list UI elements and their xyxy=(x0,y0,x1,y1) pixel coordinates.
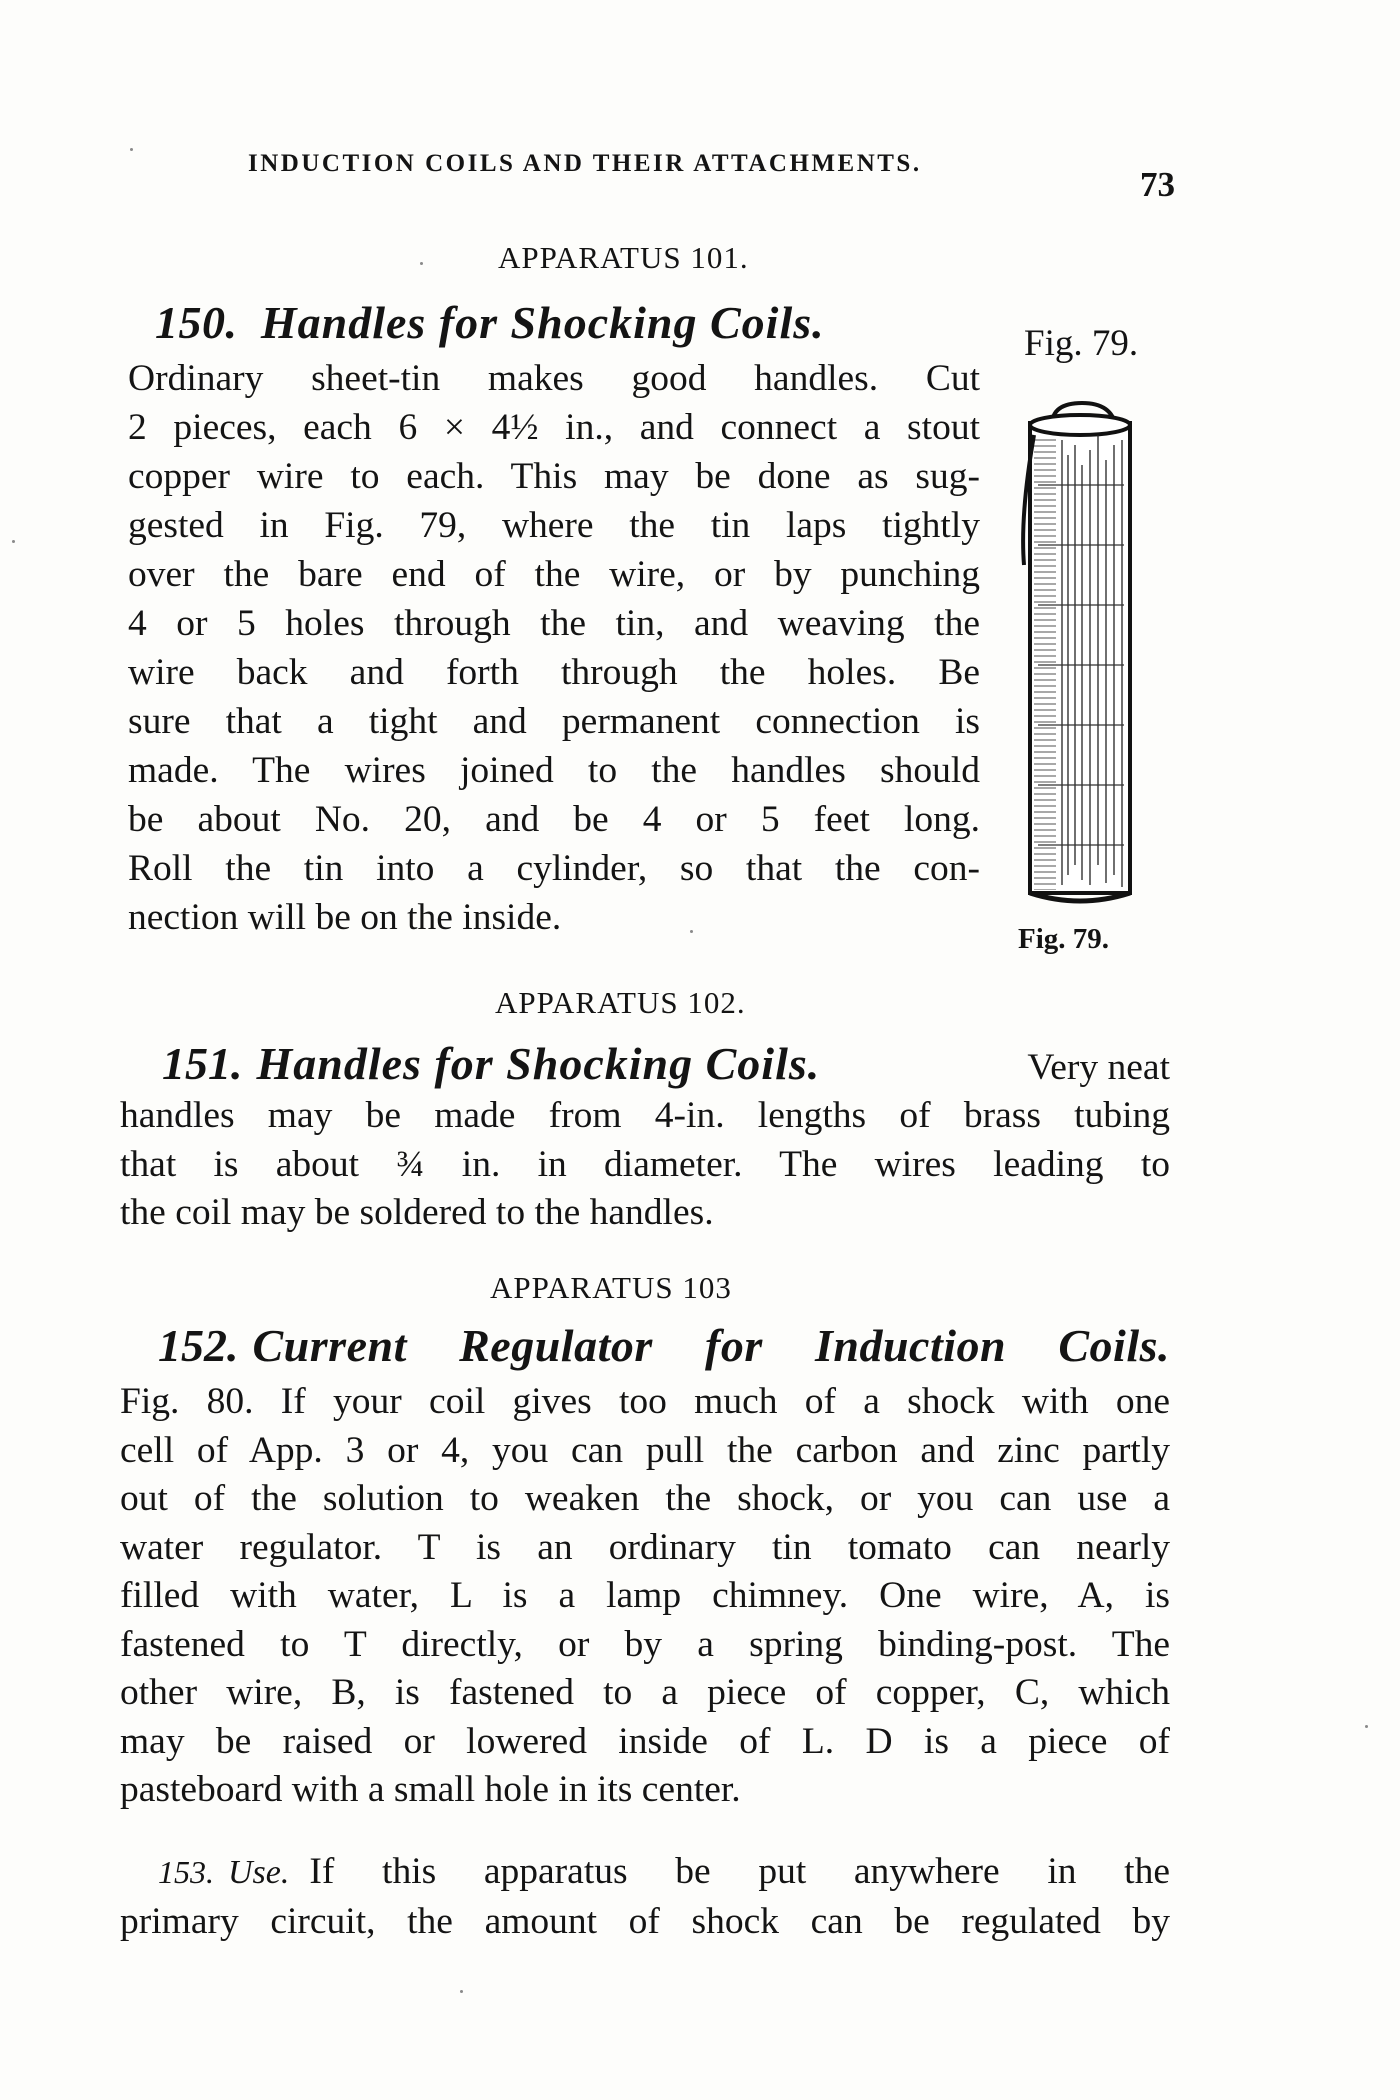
paper-speck xyxy=(420,262,423,265)
text-line: wire back and forth through the holes. Be xyxy=(128,652,980,693)
text-line: cell of App. 3 or 4, you can pull the carbon and zinc partly xyxy=(120,1429,1170,1471)
section-153-body xyxy=(120,1898,1170,1947)
section-152-title-line xyxy=(120,1322,1170,1378)
text-line: the coil may be soldered to the handles. xyxy=(120,1192,714,1233)
text-line: filled with water, L is a lamp chimney. One wire, A, is xyxy=(120,1575,1170,1616)
text-line: be about No. 20, and be 4 or 5 feet long. xyxy=(128,799,980,840)
section-150-number: 150. xyxy=(155,297,238,348)
paper-speck xyxy=(690,930,693,933)
tin-handle-figure xyxy=(1012,395,1150,915)
paper-speck xyxy=(460,1990,463,1993)
paper-speck xyxy=(12,540,15,543)
text-line: copper wire to each. This may be done as sug- xyxy=(128,456,980,497)
shade-left xyxy=(1034,435,1056,890)
text-line: Roll the tin into a cylinder, so that the con- xyxy=(128,848,980,889)
section-150-text xyxy=(128,298,980,942)
text-line: that is about ¾ in. in diameter. The wires leading to xyxy=(120,1143,1170,1185)
section-150-body xyxy=(128,354,980,942)
text-line: out of the solution to weaken the shock, or you can use a xyxy=(120,1478,1170,1519)
text-line: Fig. 80. If your coil gives too much of a shock with one xyxy=(120,1381,1170,1422)
section-151-text xyxy=(120,1040,1170,1238)
section-heading-apparatus-101: APPARATUS 101. xyxy=(498,240,749,275)
text-line: may be raised or lowered inside of L. D is a piece of xyxy=(120,1720,1170,1762)
section-151-first-line-rest: Very neat xyxy=(1027,1047,1170,1088)
text-line: 4 or 5 holes through the tin, and weaving the xyxy=(128,603,980,644)
section-150-title: Handles for Shocking Coils. xyxy=(260,297,825,348)
figure-label-79: Fig. 79. xyxy=(1024,323,1139,364)
paper-speck xyxy=(130,148,133,151)
section-153-first-line-rest: If this apparatus be put anywhere in the xyxy=(309,1851,1170,1892)
text-line: pasteboard with a small hole in its center. xyxy=(120,1769,741,1810)
cylinder-top xyxy=(1030,415,1130,435)
figure-caption: Fig. 79. xyxy=(1018,923,1110,955)
section-heading-apparatus-102: APPARATUS 102. xyxy=(495,985,746,1020)
section-152-text xyxy=(120,1322,1170,1815)
section-152-body xyxy=(120,1378,1170,1815)
text-line: Ordinary sheet-tin makes good handles. Cut xyxy=(128,358,980,399)
text-line: fastened to T directly, or by a spring binding-post. The xyxy=(120,1623,1170,1665)
section-153-title-line xyxy=(120,1848,1170,1898)
page-number: 73 xyxy=(1140,165,1175,204)
text-line: other wire, B, is fastened to a piece of copper, C, which xyxy=(120,1672,1170,1713)
text-line: made. The wires joined to the handles should xyxy=(128,750,980,791)
section-152-title: Current Regulator for Induction Coils. xyxy=(252,1320,1170,1371)
section-heading-apparatus-103: APPARATUS 103 xyxy=(490,1270,732,1305)
section-153-text xyxy=(120,1848,1170,1947)
text-line: primary circuit, the amount of shock can be regulated by xyxy=(120,1901,1170,1942)
paper-speck xyxy=(1365,1725,1368,1728)
text-line: handles may be made from 4-in. lengths of brass tubing xyxy=(120,1095,1170,1136)
text-line: sure that a tight and permanent connection is xyxy=(128,701,980,742)
section-150-title-line xyxy=(155,298,980,354)
text-line: over the bare end of the wire, or by punching xyxy=(128,554,980,595)
section-151-number: 151. xyxy=(162,1038,243,1089)
section-151-title: Handles for Shocking Coils. xyxy=(256,1038,821,1089)
text-line: water regulator. T is an ordinary tin tomato can nearly xyxy=(120,1526,1170,1568)
text-line: nection will be on the inside. xyxy=(128,897,562,938)
section-152-number: 152. xyxy=(158,1320,239,1371)
text-line: 2 pieces, each 6 × 4½ in., and connect a stout xyxy=(128,407,980,448)
section-151-body xyxy=(120,1092,1170,1238)
text-line: gested in Fig. 79, where the tin laps tightly xyxy=(128,505,980,546)
running-head: INDUCTION COILS AND THEIR ATTACHMENTS. xyxy=(248,150,922,177)
section-151-title-line xyxy=(120,1040,1170,1092)
section-153-number: 153. xyxy=(158,1854,214,1890)
section-153-title: Use. xyxy=(228,1854,290,1891)
